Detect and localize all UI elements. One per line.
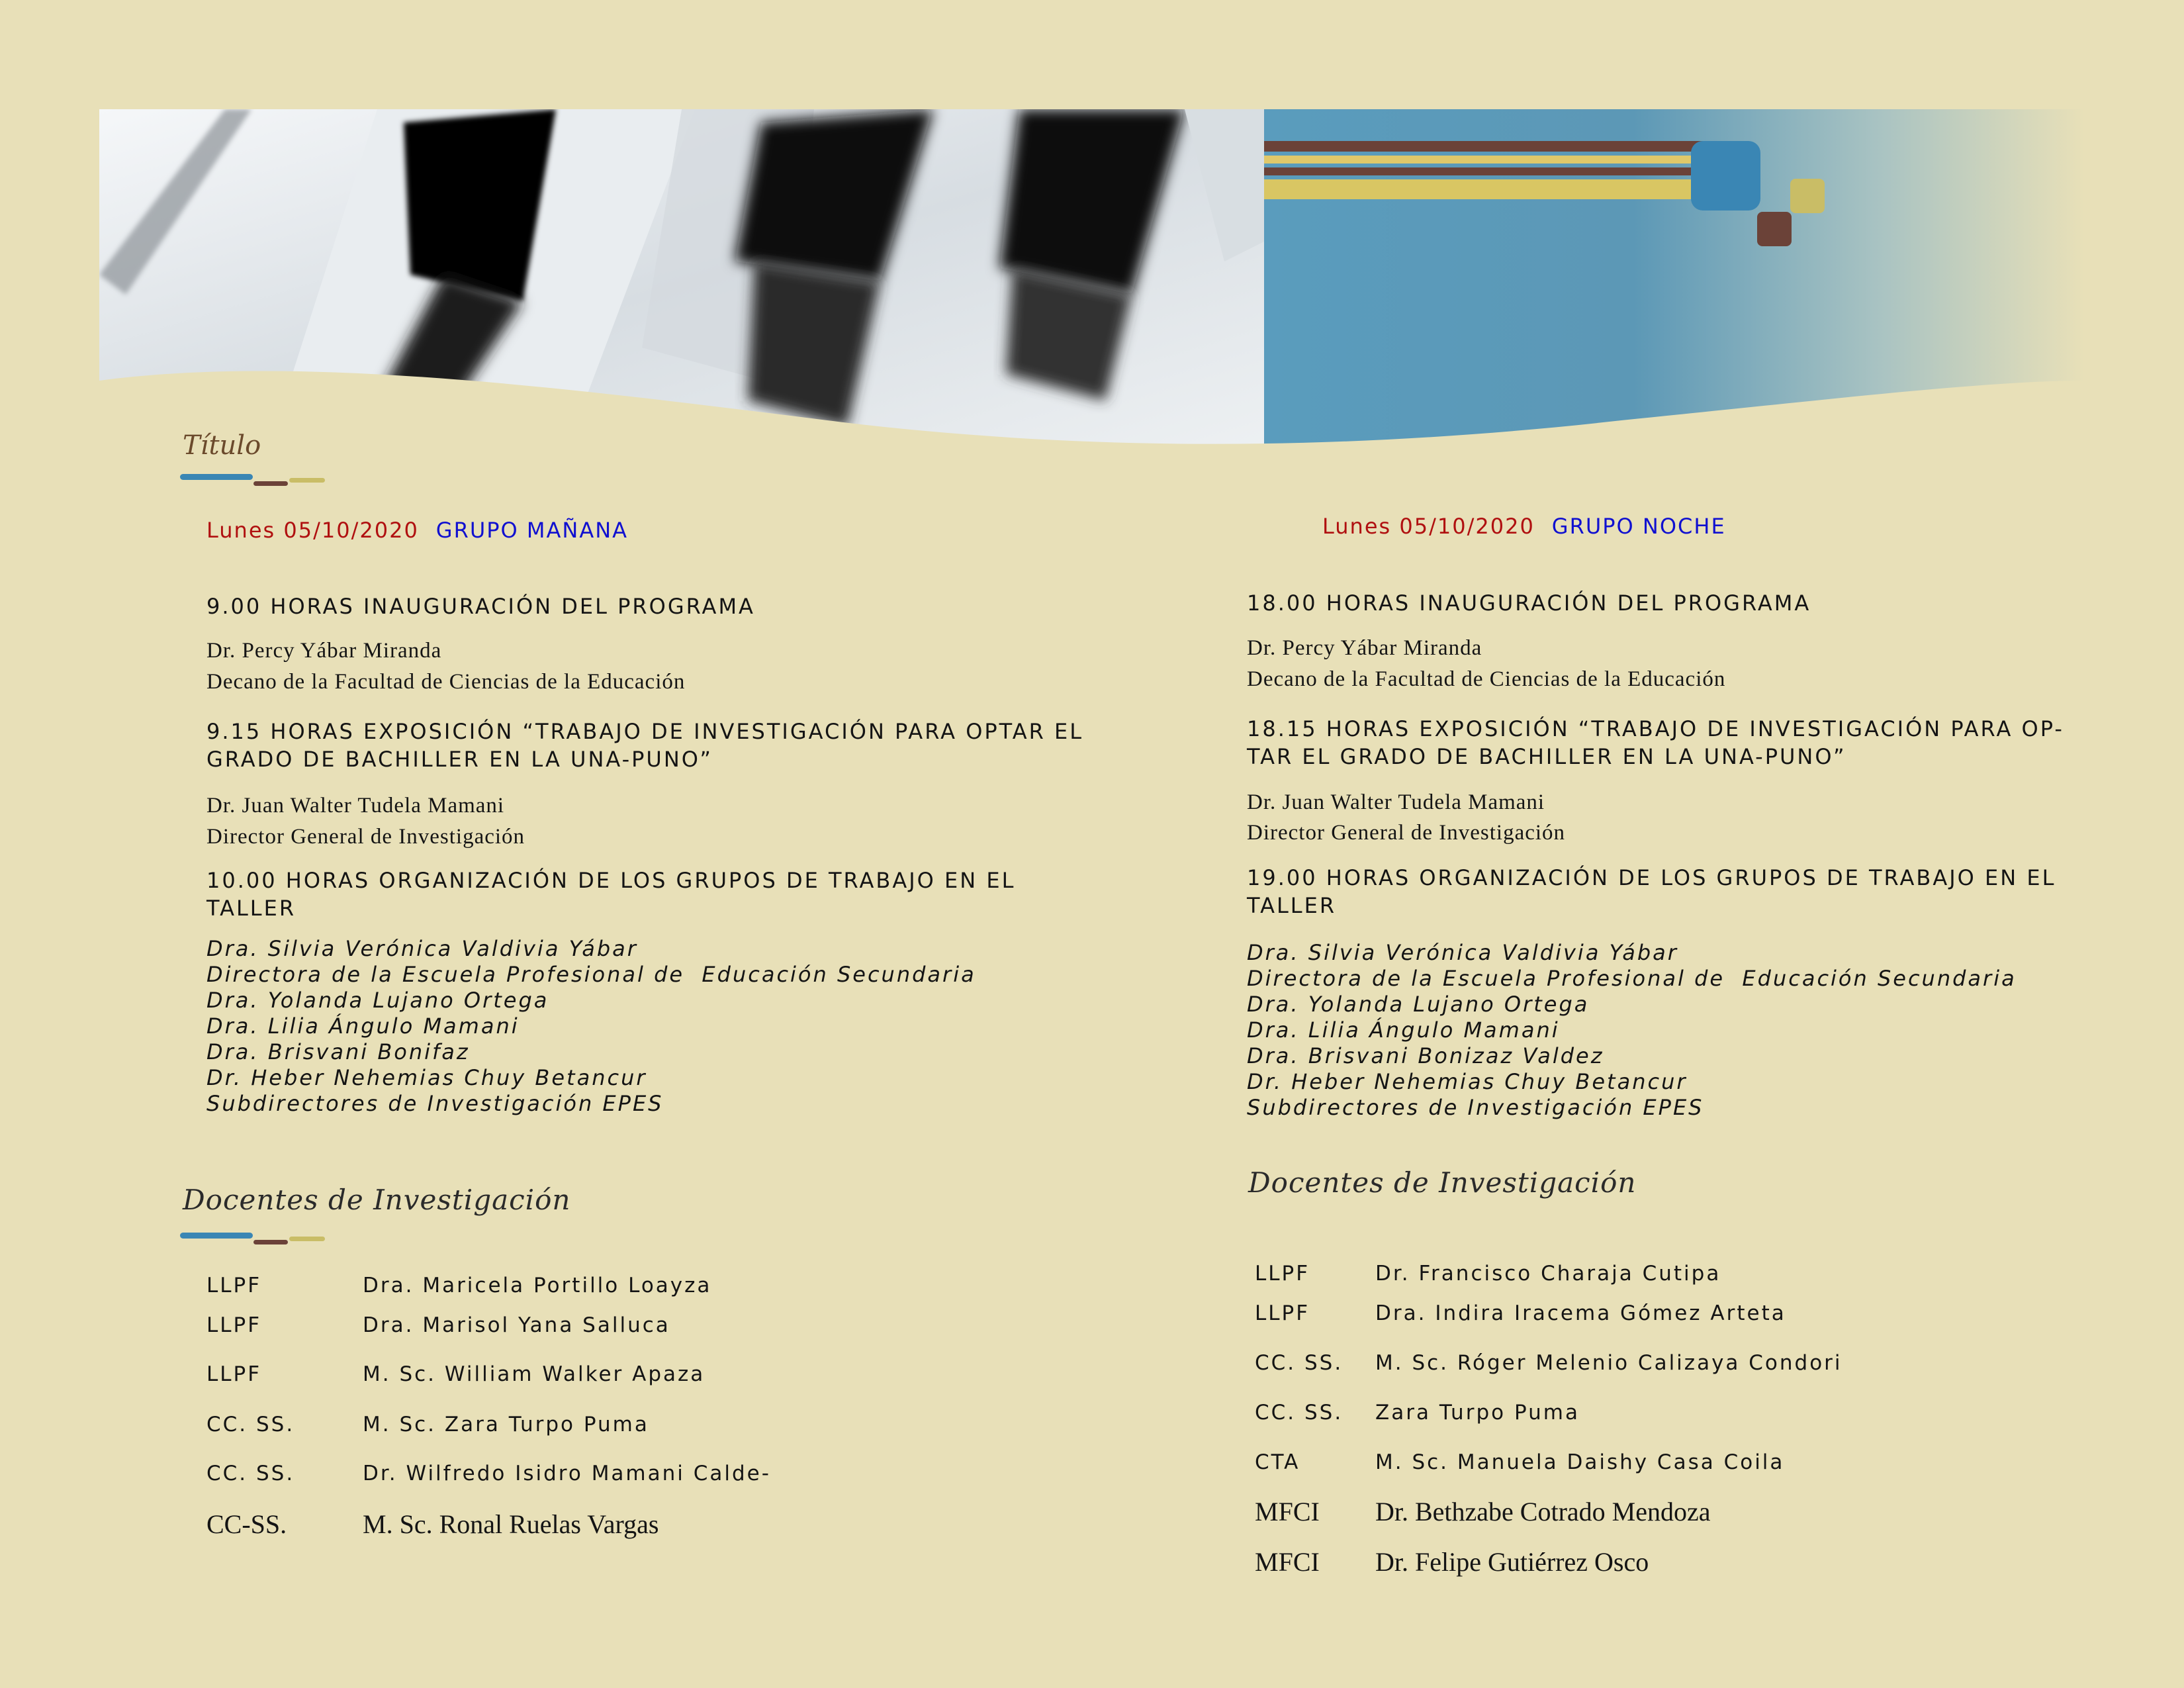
left-item-2-heading: 9.15 HORAS EXPOSICIÓN “TRABAJO DE INVESTIGACIÓN PARA OPTAR EL GRADO DE BACHILLER EN LA UNA-PUNO” <box>206 719 1084 772</box>
header-banner <box>99 109 2085 460</box>
left-date: Lunes 05/10/2020 <box>206 518 419 543</box>
left-docentes-title: Docentes de Investigación <box>183 1184 571 1216</box>
left-organizer-line: Dr. Heber Nehemias Chuy Betancur <box>206 1065 647 1090</box>
left-docente-row <box>206 1274 711 1297</box>
docente-name: Zara Turpo Puma <box>1375 1401 1580 1425</box>
left-docente-row <box>206 1462 771 1485</box>
left-organizer-line: Dra. Lilia Ángulo Mamani <box>206 1013 520 1039</box>
title-underline-blue <box>180 474 253 480</box>
area-code: CC. SS. <box>206 1462 295 1485</box>
left-date-line <box>206 518 628 543</box>
left-docente-row <box>206 1413 649 1436</box>
right-item-1-role: Decano de la Facultad de Ciencias de la Educación <box>1247 667 1726 691</box>
left-docente-row <box>206 1362 705 1386</box>
area-code: LLPF <box>206 1362 262 1386</box>
right-item-1-speaker: Dr. Percy Yábar Miranda <box>1247 636 1482 660</box>
left-group: GRUPO MAÑANA <box>435 518 629 543</box>
docente-name: M. Sc. Róger Melenio Calizaya Condori <box>1375 1351 1843 1375</box>
docente-name: Dr. Bethzabe Cotrado Mendoza <box>1375 1497 1711 1526</box>
right-docente-row <box>1255 1401 1580 1425</box>
docente-name: M. Sc. Ronal Ruelas Vargas <box>363 1509 659 1539</box>
right-item-2-role: Director General de Investigación <box>1247 821 1566 845</box>
title-underline-gold <box>289 478 325 483</box>
right-item-1-heading: 18.00 HORAS INAUGURACIÓN DEL PROGRAMA <box>1247 590 1811 616</box>
right-item-2-heading: 18.15 HORAS EXPOSICIÓN “TRABAJO DE INVESTIGACIÓN PARA OP-TAR EL GRADO DE BACHILLER EN LA UNA-PUNO” <box>1247 716 2064 769</box>
area-code: LLPF <box>206 1313 262 1337</box>
right-organizer-line: Subdirectores de Investigación EPES <box>1247 1095 1704 1120</box>
left-item-1-heading: 9.00 HORAS INAUGURACIÓN DEL PROGRAMA <box>206 594 755 619</box>
right-group: GRUPO NOCHE <box>1551 514 1726 539</box>
area-code: MFCI <box>1255 1497 1320 1526</box>
docentes-underline-brown <box>253 1240 288 1244</box>
right-docente-row <box>1255 1262 1721 1286</box>
left-organizer-line: Dra. Brisvani Bonifaz <box>206 1039 470 1064</box>
right-organizers <box>1247 940 2017 1121</box>
left-organizers <box>206 936 976 1117</box>
docente-name: M. Sc. Zara Turpo Puma <box>363 1413 649 1436</box>
area-code: CC-SS. <box>206 1509 287 1539</box>
right-docente-row <box>1255 1450 1784 1474</box>
left-organizer-line: Directora de la Escuela Profesional de Educación Secundaria <box>206 962 976 987</box>
right-item-3-heading: 19.00 HORAS ORGANIZACIÓN DE LOS GRUPOS DE TRABAJO EN EL TALLER <box>1247 865 2056 918</box>
right-date-line <box>1322 514 1726 539</box>
right-docentes-title: Docentes de Investigación <box>1248 1166 1637 1199</box>
right-date: Lunes 05/10/2020 <box>1322 514 1535 539</box>
blue-square-decoration <box>1691 141 1760 211</box>
docente-name: Dr. Francisco Charaja Cutipa <box>1375 1262 1721 1286</box>
right-docente-row <box>1255 1351 1843 1375</box>
area-code: MFCI <box>1255 1547 1320 1577</box>
docente-name: Dr. Wilfredo Isidro Mamani Calde- <box>363 1462 771 1485</box>
left-item-2-speaker: Dr. Juan Walter Tudela Mamani <box>206 794 505 818</box>
title-underline-brown <box>253 481 288 486</box>
area-code: CTA <box>1255 1450 1300 1474</box>
left-item-2-role: Director General de Investigación <box>206 825 525 849</box>
docente-name: Dr. Felipe Gutiérrez Osco <box>1375 1547 1649 1577</box>
right-organizer-line: Dra. Lilia Ángulo Mamani <box>1247 1017 1560 1043</box>
left-docente-row <box>206 1313 670 1337</box>
docentes-underline-gold <box>289 1237 325 1241</box>
docente-name: M. Sc. Manuela Daishy Casa Coila <box>1375 1450 1785 1474</box>
right-organizer-line: Dra. Yolanda Lujano Ortega <box>1247 992 1590 1017</box>
docente-name: Dra. Indira Iracema Gómez Arteta <box>1375 1301 1786 1325</box>
right-docente-row <box>1255 1301 1786 1325</box>
left-organizer-line: Dra. Silvia Verónica Valdivia Yábar <box>206 936 638 961</box>
docentes-underline-blue <box>180 1233 253 1239</box>
left-docente-row <box>206 1509 659 1540</box>
docente-name: Dra. Marisol Yana Salluca <box>363 1313 670 1337</box>
area-code: CC. SS. <box>206 1413 295 1436</box>
right-organizer-line: Dra. Silvia Verónica Valdivia Yábar <box>1247 940 1678 965</box>
docente-name: Dra. Maricela Portillo Loayza <box>363 1274 712 1297</box>
left-organizer-line: Subdirectores de Investigación EPES <box>206 1091 664 1116</box>
area-code: CC. SS. <box>1255 1401 1343 1425</box>
docente-name: M. Sc. William Walker Apaza <box>363 1362 705 1386</box>
right-organizer-line: Dra. Brisvani Bonizaz Valdez <box>1247 1043 1604 1068</box>
left-organizer-line: Dra. Yolanda Lujano Ortega <box>206 988 549 1013</box>
left-item-1-role: Decano de la Facultad de Ciencias de la Educación <box>206 670 686 694</box>
area-code: LLPF <box>1255 1262 1310 1286</box>
right-organizer-line: Directora de la Escuela Profesional de Educación Secundaria <box>1247 966 2017 991</box>
area-code: LLPF <box>206 1274 262 1297</box>
left-item-3-heading: 10.00 HORAS ORGANIZACIÓN DE LOS GRUPOS DE TRABAJO EN EL TALLER <box>206 868 1016 921</box>
area-code: LLPF <box>1255 1301 1310 1325</box>
area-code: CC. SS. <box>1255 1351 1343 1375</box>
right-organizer-line: Dr. Heber Nehemias Chuy Betancur <box>1247 1069 1688 1094</box>
page-title: Título <box>183 430 261 461</box>
right-item-2-speaker: Dr. Juan Walter Tudela Mamani <box>1247 790 1545 814</box>
left-item-1-speaker: Dr. Percy Yábar Miranda <box>206 639 442 663</box>
right-docente-row <box>1255 1496 1711 1527</box>
right-docente-row <box>1255 1546 1649 1577</box>
